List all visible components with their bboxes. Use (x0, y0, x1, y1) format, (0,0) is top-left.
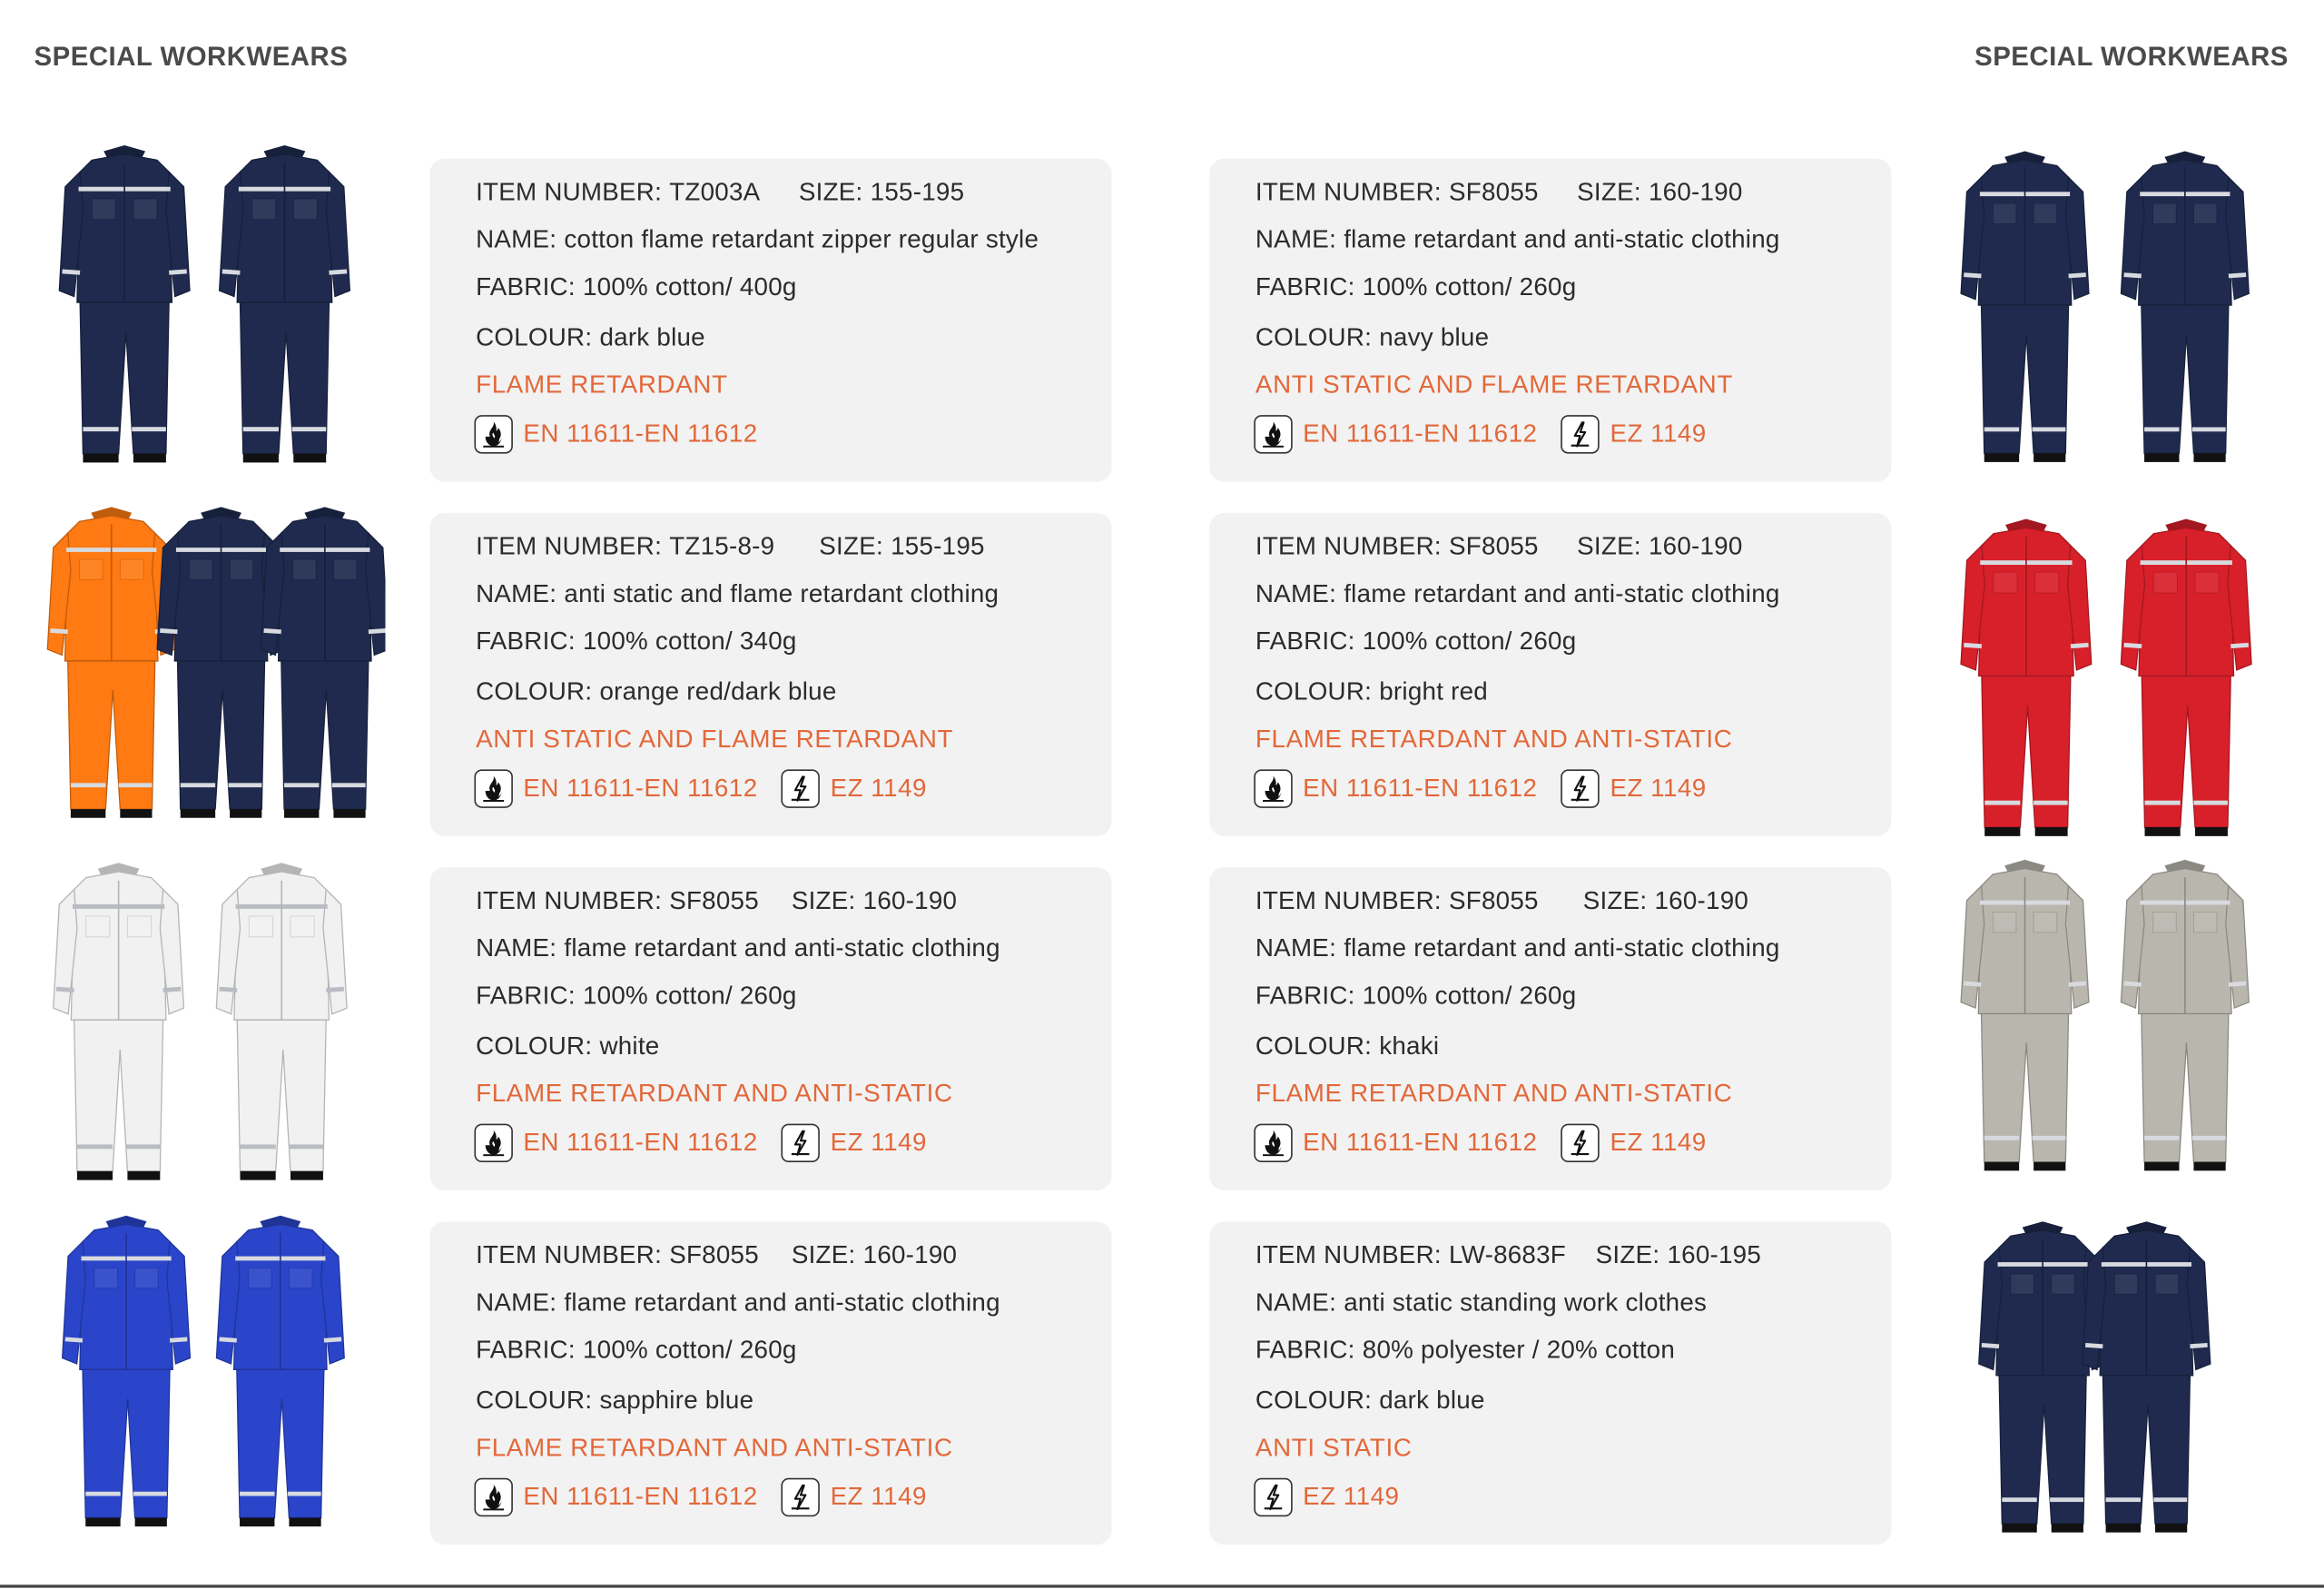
product-photo (1949, 1207, 2290, 1548)
item-number-row (1256, 886, 1748, 916)
colour-row (476, 1031, 659, 1061)
certification (1254, 415, 1537, 453)
item-number-row (476, 886, 957, 916)
colour-value: sapphire blue (599, 1386, 754, 1415)
name-label: NAME: (476, 225, 557, 254)
name-row (1256, 579, 1780, 609)
garment-figure (59, 145, 190, 462)
certification-list (1254, 769, 1706, 807)
product-photo (44, 848, 386, 1189)
fabric-row (476, 1336, 797, 1366)
feature-text: FLAME RETARDANT AND ANTI-STATIC (1255, 1079, 1733, 1108)
name-value: anti static standing work clothes (1344, 1288, 1708, 1317)
feature-text: FLAME RETARDANT AND ANTI-STATIC (1255, 725, 1733, 754)
certification-code: EZ 1149 (830, 774, 927, 803)
fabric-label: FABRIC: (1255, 272, 1355, 301)
certification (474, 769, 757, 807)
fabric-row (476, 272, 797, 302)
item-number-label: ITEM NUMBER: (476, 177, 663, 206)
certification-code: EZ 1149 (1303, 1482, 1400, 1511)
certification (474, 1124, 757, 1162)
colour-row (1256, 1031, 1439, 1061)
fabric-value: 100% cotton/ 260g (582, 1336, 797, 1365)
page-header-right: SPECIAL WORKWEARS (1974, 41, 2289, 72)
feature-text: FLAME RETARDANT (476, 370, 728, 400)
product-photo (44, 131, 386, 487)
garment-figure (1961, 518, 2092, 835)
garment-figure (2121, 860, 2249, 1170)
name-value: flame retardant and anti-static clothing (1344, 579, 1780, 608)
name-label: NAME: (1255, 579, 1337, 608)
colour-value: white (599, 1031, 660, 1061)
colour-label: COLOUR: (476, 1386, 593, 1415)
fabric-label: FABRIC: (476, 627, 576, 656)
flame-icon (1254, 769, 1292, 807)
garment-figure (47, 507, 175, 817)
item-number-row (476, 1241, 957, 1271)
static-icon (782, 1124, 820, 1162)
certification-code: EN 11611-EN 11612 (1303, 1128, 1538, 1157)
static-icon (782, 1478, 820, 1516)
size-label: SIZE: (1577, 532, 1641, 561)
certification (1254, 1124, 1537, 1162)
product-card (1209, 1221, 1891, 1545)
colour-label: COLOUR: (1255, 1031, 1373, 1061)
certification-code: EN 11611-EN 11612 (1303, 419, 1538, 449)
colour-row (1256, 323, 1489, 353)
size-value: 155-195 (891, 532, 985, 561)
colour-row (476, 323, 705, 353)
colour-label: COLOUR: (1255, 1386, 1373, 1415)
static-icon (1561, 769, 1600, 807)
static-icon (1561, 415, 1600, 453)
garment-figure (216, 863, 347, 1179)
certification (1254, 1478, 1399, 1516)
flame-icon (474, 1478, 512, 1516)
name-value: flame retardant and anti-static clothing (1344, 933, 1780, 962)
colour-label: COLOUR: (476, 677, 593, 706)
garment-figure (54, 863, 184, 1179)
feature-text: FLAME RETARDANT AND ANTI-STATIC (476, 1079, 953, 1108)
certification (474, 415, 757, 453)
certification (782, 1124, 927, 1162)
fabric-label: FABRIC: (1255, 981, 1355, 1010)
item-number-label: ITEM NUMBER: (1255, 177, 1442, 206)
colour-value: dark blue (599, 322, 705, 351)
item-number-label: ITEM NUMBER: (476, 532, 663, 561)
name-row (476, 934, 1000, 964)
certification-list (474, 1124, 926, 1162)
fabric-value: 100% cotton/ 260g (582, 981, 797, 1010)
item-number-row (1256, 532, 1743, 562)
garment-figure (261, 507, 385, 817)
colour-label: COLOUR: (1255, 322, 1373, 351)
product-card (1209, 513, 1891, 836)
colour-row (476, 1387, 753, 1416)
certification (1254, 769, 1537, 807)
product-card (429, 867, 1111, 1190)
product-photo (1949, 504, 2290, 845)
colour-row (476, 677, 836, 707)
name-row (476, 1288, 1000, 1318)
fabric-row (476, 627, 797, 657)
fabric-label: FABRIC: (476, 981, 576, 1010)
certification (1561, 415, 1707, 453)
size-label: SIZE: (819, 532, 883, 561)
garment-figure (1961, 151, 2089, 461)
certification-code: EN 11611-EN 11612 (523, 419, 758, 449)
colour-row (1256, 677, 1488, 707)
fabric-value: 100% cotton/ 260g (1362, 627, 1577, 656)
certification-code: EN 11611-EN 11612 (523, 774, 758, 803)
colour-value: navy blue (1379, 322, 1490, 351)
static-icon (1254, 1478, 1292, 1516)
product-card (429, 1221, 1111, 1545)
name-value: cotton flame retardant zipper regular style (564, 225, 1039, 254)
item-number-row (1256, 178, 1743, 208)
name-row (1256, 934, 1780, 964)
colour-row (1256, 1387, 1485, 1416)
name-row (476, 579, 999, 609)
product-photo (44, 492, 386, 834)
item-number-value: SF8055 (669, 1240, 759, 1269)
certification-code: EZ 1149 (1610, 774, 1707, 803)
item-number-row (1256, 1241, 1761, 1271)
size-value: 160-190 (1654, 886, 1749, 915)
item-number-label: ITEM NUMBER: (1255, 532, 1442, 561)
product-photo (1949, 136, 2290, 478)
flame-icon (1254, 1124, 1292, 1162)
certification-code: EZ 1149 (1610, 1128, 1707, 1157)
fabric-row (1256, 1336, 1675, 1366)
name-row (476, 225, 1039, 255)
name-value: flame retardant and anti-static clothing (564, 933, 1000, 962)
name-label: NAME: (1255, 933, 1337, 962)
certification-code: EN 11611-EN 11612 (523, 1128, 758, 1157)
garment-figure (216, 1216, 344, 1526)
garment-figure (2121, 151, 2249, 461)
certification-list (474, 769, 926, 807)
garment-figure (2121, 518, 2251, 835)
certification-list (474, 1478, 926, 1516)
name-row (1256, 1288, 1707, 1318)
colour-label: COLOUR: (476, 1031, 593, 1061)
colour-value: bright red (1379, 677, 1488, 706)
name-label: NAME: (1255, 1288, 1337, 1317)
item-number-label: ITEM NUMBER: (476, 886, 663, 915)
static-icon (782, 769, 820, 807)
garment-figure (220, 145, 350, 462)
colour-value: dark blue (1379, 1386, 1485, 1415)
name-row (1256, 225, 1780, 255)
item-number-value: SF8055 (1449, 886, 1539, 915)
colour-label: COLOUR: (476, 322, 593, 351)
product-photo (1949, 845, 2290, 1187)
product-photo (44, 1200, 386, 1542)
item-number-value: TZ003A (669, 177, 761, 206)
garment-figure (1961, 860, 2089, 1170)
flame-icon (474, 769, 512, 807)
size-label: SIZE: (1582, 886, 1648, 915)
garment-figure (63, 1216, 191, 1526)
fabric-row (1256, 627, 1577, 657)
feature-text: ANTI STATIC (1255, 1433, 1413, 1462)
size-value: 160-195 (1667, 1240, 1762, 1269)
item-number-value: SF8055 (669, 886, 759, 915)
flame-icon (1254, 415, 1292, 453)
size-value: 160-190 (1648, 532, 1743, 561)
size-value: 160-190 (1648, 177, 1743, 206)
name-label: NAME: (476, 933, 557, 962)
size-label: SIZE: (798, 177, 863, 206)
item-number-value: SF8055 (1449, 177, 1539, 206)
size-label: SIZE: (791, 1240, 856, 1269)
item-number-label: ITEM NUMBER: (1255, 1240, 1442, 1269)
product-card (429, 159, 1111, 482)
product-card (429, 513, 1111, 836)
name-value: anti static and flame retardant clothing (564, 579, 1000, 608)
item-number-row (476, 532, 985, 562)
flame-icon (474, 1124, 512, 1162)
name-value: flame retardant and anti-static clothing (1344, 225, 1780, 254)
certification-list (474, 415, 757, 453)
name-label: NAME: (1255, 225, 1337, 254)
colour-value: khaki (1379, 1031, 1440, 1061)
feature-text: ANTI STATIC AND FLAME RETARDANT (1255, 370, 1733, 400)
fabric-value: 100% cotton/ 260g (1362, 272, 1577, 301)
item-number-label: ITEM NUMBER: (476, 1240, 663, 1269)
page-bottom-divider (0, 1584, 2324, 1587)
fabric-value: 80% polyester / 20% cotton (1362, 1336, 1676, 1365)
size-value: 155-195 (870, 177, 965, 206)
feature-text: ANTI STATIC AND FLAME RETARDANT (476, 725, 954, 754)
size-value: 160-190 (862, 886, 958, 915)
certification (782, 1478, 927, 1516)
size-value: 160-190 (862, 1240, 958, 1269)
certification-code: EN 11611-EN 11612 (523, 1482, 758, 1511)
certification-code: EZ 1149 (1610, 419, 1707, 449)
name-label: NAME: (476, 579, 557, 608)
fabric-value: 100% cotton/ 340g (582, 627, 797, 656)
fabric-value: 100% cotton/ 400g (582, 272, 797, 301)
fabric-label: FABRIC: (476, 272, 576, 301)
static-icon (1561, 1124, 1600, 1162)
certification-code: EZ 1149 (830, 1128, 927, 1157)
feature-text: FLAME RETARDANT AND ANTI-STATIC (476, 1433, 953, 1462)
fabric-row (1256, 272, 1577, 302)
size-label: SIZE: (1577, 177, 1641, 206)
certification-code: EN 11611-EN 11612 (1303, 774, 1538, 803)
item-number-value: TZ15-8-9 (669, 532, 775, 561)
colour-label: COLOUR: (1255, 677, 1373, 706)
garment-figure (2083, 1221, 2211, 1532)
name-value: flame retardant and anti-static clothing (564, 1288, 1000, 1317)
item-number-label: ITEM NUMBER: (1255, 886, 1442, 915)
page-header-left: SPECIAL WORKWEARS (34, 41, 349, 72)
item-number-row (476, 178, 964, 208)
certification-list (1254, 415, 1706, 453)
fabric-label: FABRIC: (1255, 1336, 1355, 1365)
fabric-label: FABRIC: (1255, 627, 1355, 656)
fabric-row (476, 982, 797, 1012)
item-number-value: SF8055 (1449, 532, 1539, 561)
fabric-row (1256, 982, 1577, 1012)
product-card (1209, 159, 1891, 482)
flame-icon (474, 415, 512, 453)
certification-code: EZ 1149 (830, 1482, 927, 1511)
colour-value: orange red/dark blue (599, 677, 837, 706)
certification-list (1254, 1124, 1706, 1162)
size-label: SIZE: (791, 886, 856, 915)
certification (1561, 1124, 1707, 1162)
certification (474, 1478, 757, 1516)
name-label: NAME: (476, 1288, 557, 1317)
item-number-value: LW-8683F (1449, 1240, 1566, 1269)
fabric-value: 100% cotton/ 260g (1362, 981, 1577, 1010)
fabric-label: FABRIC: (476, 1336, 576, 1365)
product-card (1209, 867, 1891, 1190)
certification-list (1254, 1478, 1399, 1516)
size-label: SIZE: (1595, 1240, 1660, 1269)
certification (782, 769, 927, 807)
certification (1561, 769, 1707, 807)
